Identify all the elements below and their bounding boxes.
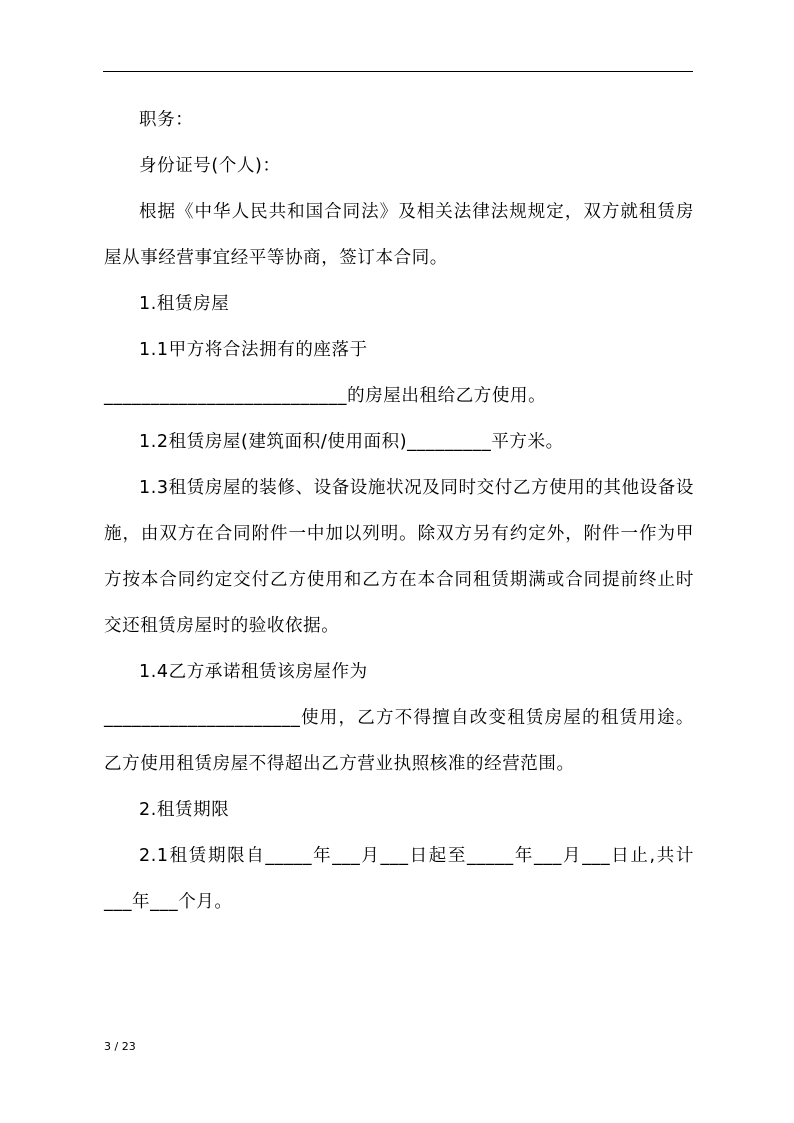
section-heading-rental-property: 1.租赁房屋 [139, 294, 230, 314]
clause-1-1-paragraph: 1.1甲方将合法拥有的座落于 [139, 340, 368, 360]
preamble-paragraph: 根据《中华人民共和国合同法》及相关法律法规规定，双方就租赁房屋从事经营事宜经平等协商，签订本合同。 [104, 202, 694, 268]
position-field: 职务： [139, 110, 194, 130]
document-body [104, 97, 694, 925]
header-rule [103, 71, 693, 72]
section-heading-lease-term: 2.租赁期限 [139, 800, 230, 820]
clause-1-1-continuation: __________________________的房屋出租给乙方使用。 [104, 386, 547, 406]
clause-1-4-continuation: _____________________使用，乙方不得擅自改变租赁房屋的租赁用途。乙方使用租赁房屋不得超出乙方营业执照核准的经营范围。 [104, 708, 694, 774]
clause-1-2-paragraph: 1.2租赁房屋(建筑面积/使用面积)_________平方米。 [139, 432, 564, 452]
clause-1-4-paragraph: 1.4乙方承诺租赁该房屋作为 [139, 662, 368, 682]
clause-1-3-paragraph: 1.3租赁房屋的装修、设备设施状况及同时交付乙方使用的其他设备设施，由双方在合同附件一中加以列明。除双方另有约定外，附件一作为甲方按本合同约定交付乙方使用和乙方在本合同租赁期满或合同提前终止时交还租赁房屋时的验收依据。 [104, 478, 694, 636]
id-number-field: 身份证号(个人)： [139, 156, 281, 176]
page-number: 3 / 23 [104, 1040, 136, 1053]
clause-2-1-paragraph: 2.1租赁期限自_____年___月___日起至_____年___月___日止,共计___年___个月。 [104, 846, 694, 912]
